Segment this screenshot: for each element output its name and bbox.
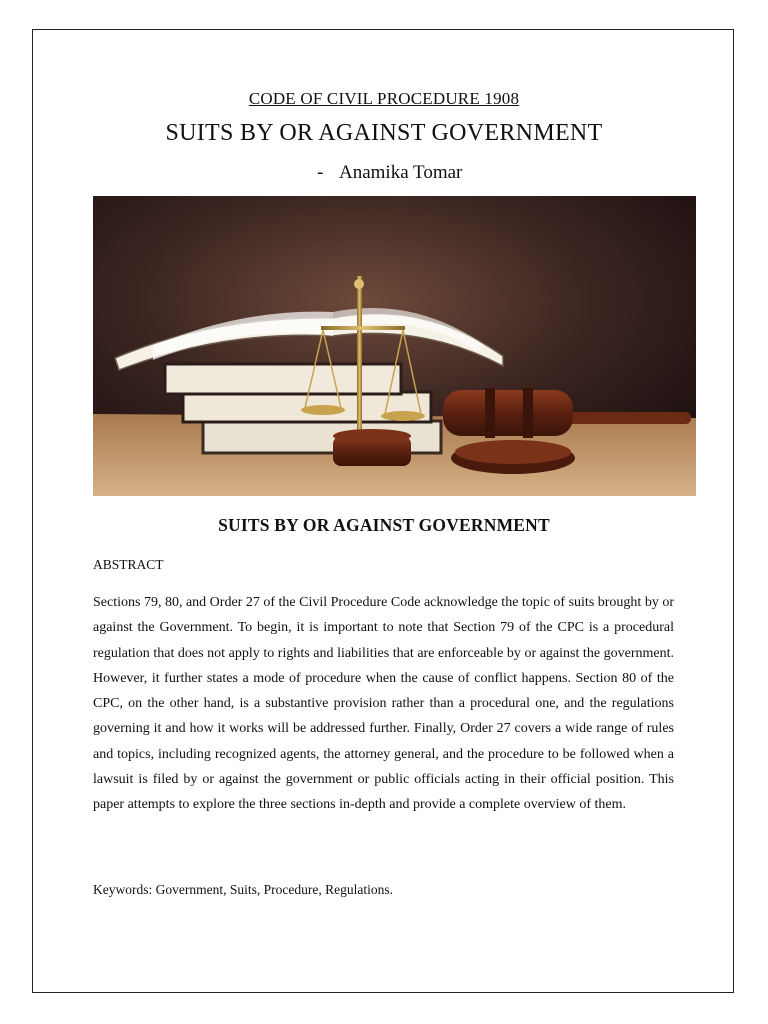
law-books-scales-gavel-image — [93, 196, 696, 496]
abstract-label: ABSTRACT — [93, 557, 164, 572]
abstract-body: Sections 79, 80, and Order 27 of the Civil Procedure Code acknowledge the topic of suits brought by or against the Government. To begin, it is important to note that Section 79 of the CPC is a procedural regulation that does not apply to rights and liabilities that are enforceable by or against the government. However, it further states a mode of procedure when the cause of conflict happens. Section 80 of the CPC, on the other hand, is a substantive provision rather than a procedural one, and the regulations governing it and how it works will be addressed further. Finally, Order 27 covers a wide range of rules and topics, including recognized agents, the attorney general, and the procedure to be followed when a lawsuit is filed by or against the government or public officials acting in their official position. This paper attempts to explore the three sections in-depth and provide a complete overview of them. — [93, 595, 674, 813]
main-title: SUITS BY OR AGAINST GOVERNMENT — [165, 120, 603, 146]
author-line — [317, 162, 617, 184]
author-dash: - — [317, 162, 324, 183]
author-name: Anamika Tomar — [339, 162, 463, 183]
keywords-line: Keywords: Government, Suits, Procedure, Regulations. — [93, 882, 393, 897]
code-title: CODE OF CIVIL PROCEDURE 1908 — [248, 89, 520, 108]
section-title: SUITS BY OR AGAINST GOVERNMENT — [218, 515, 550, 535]
